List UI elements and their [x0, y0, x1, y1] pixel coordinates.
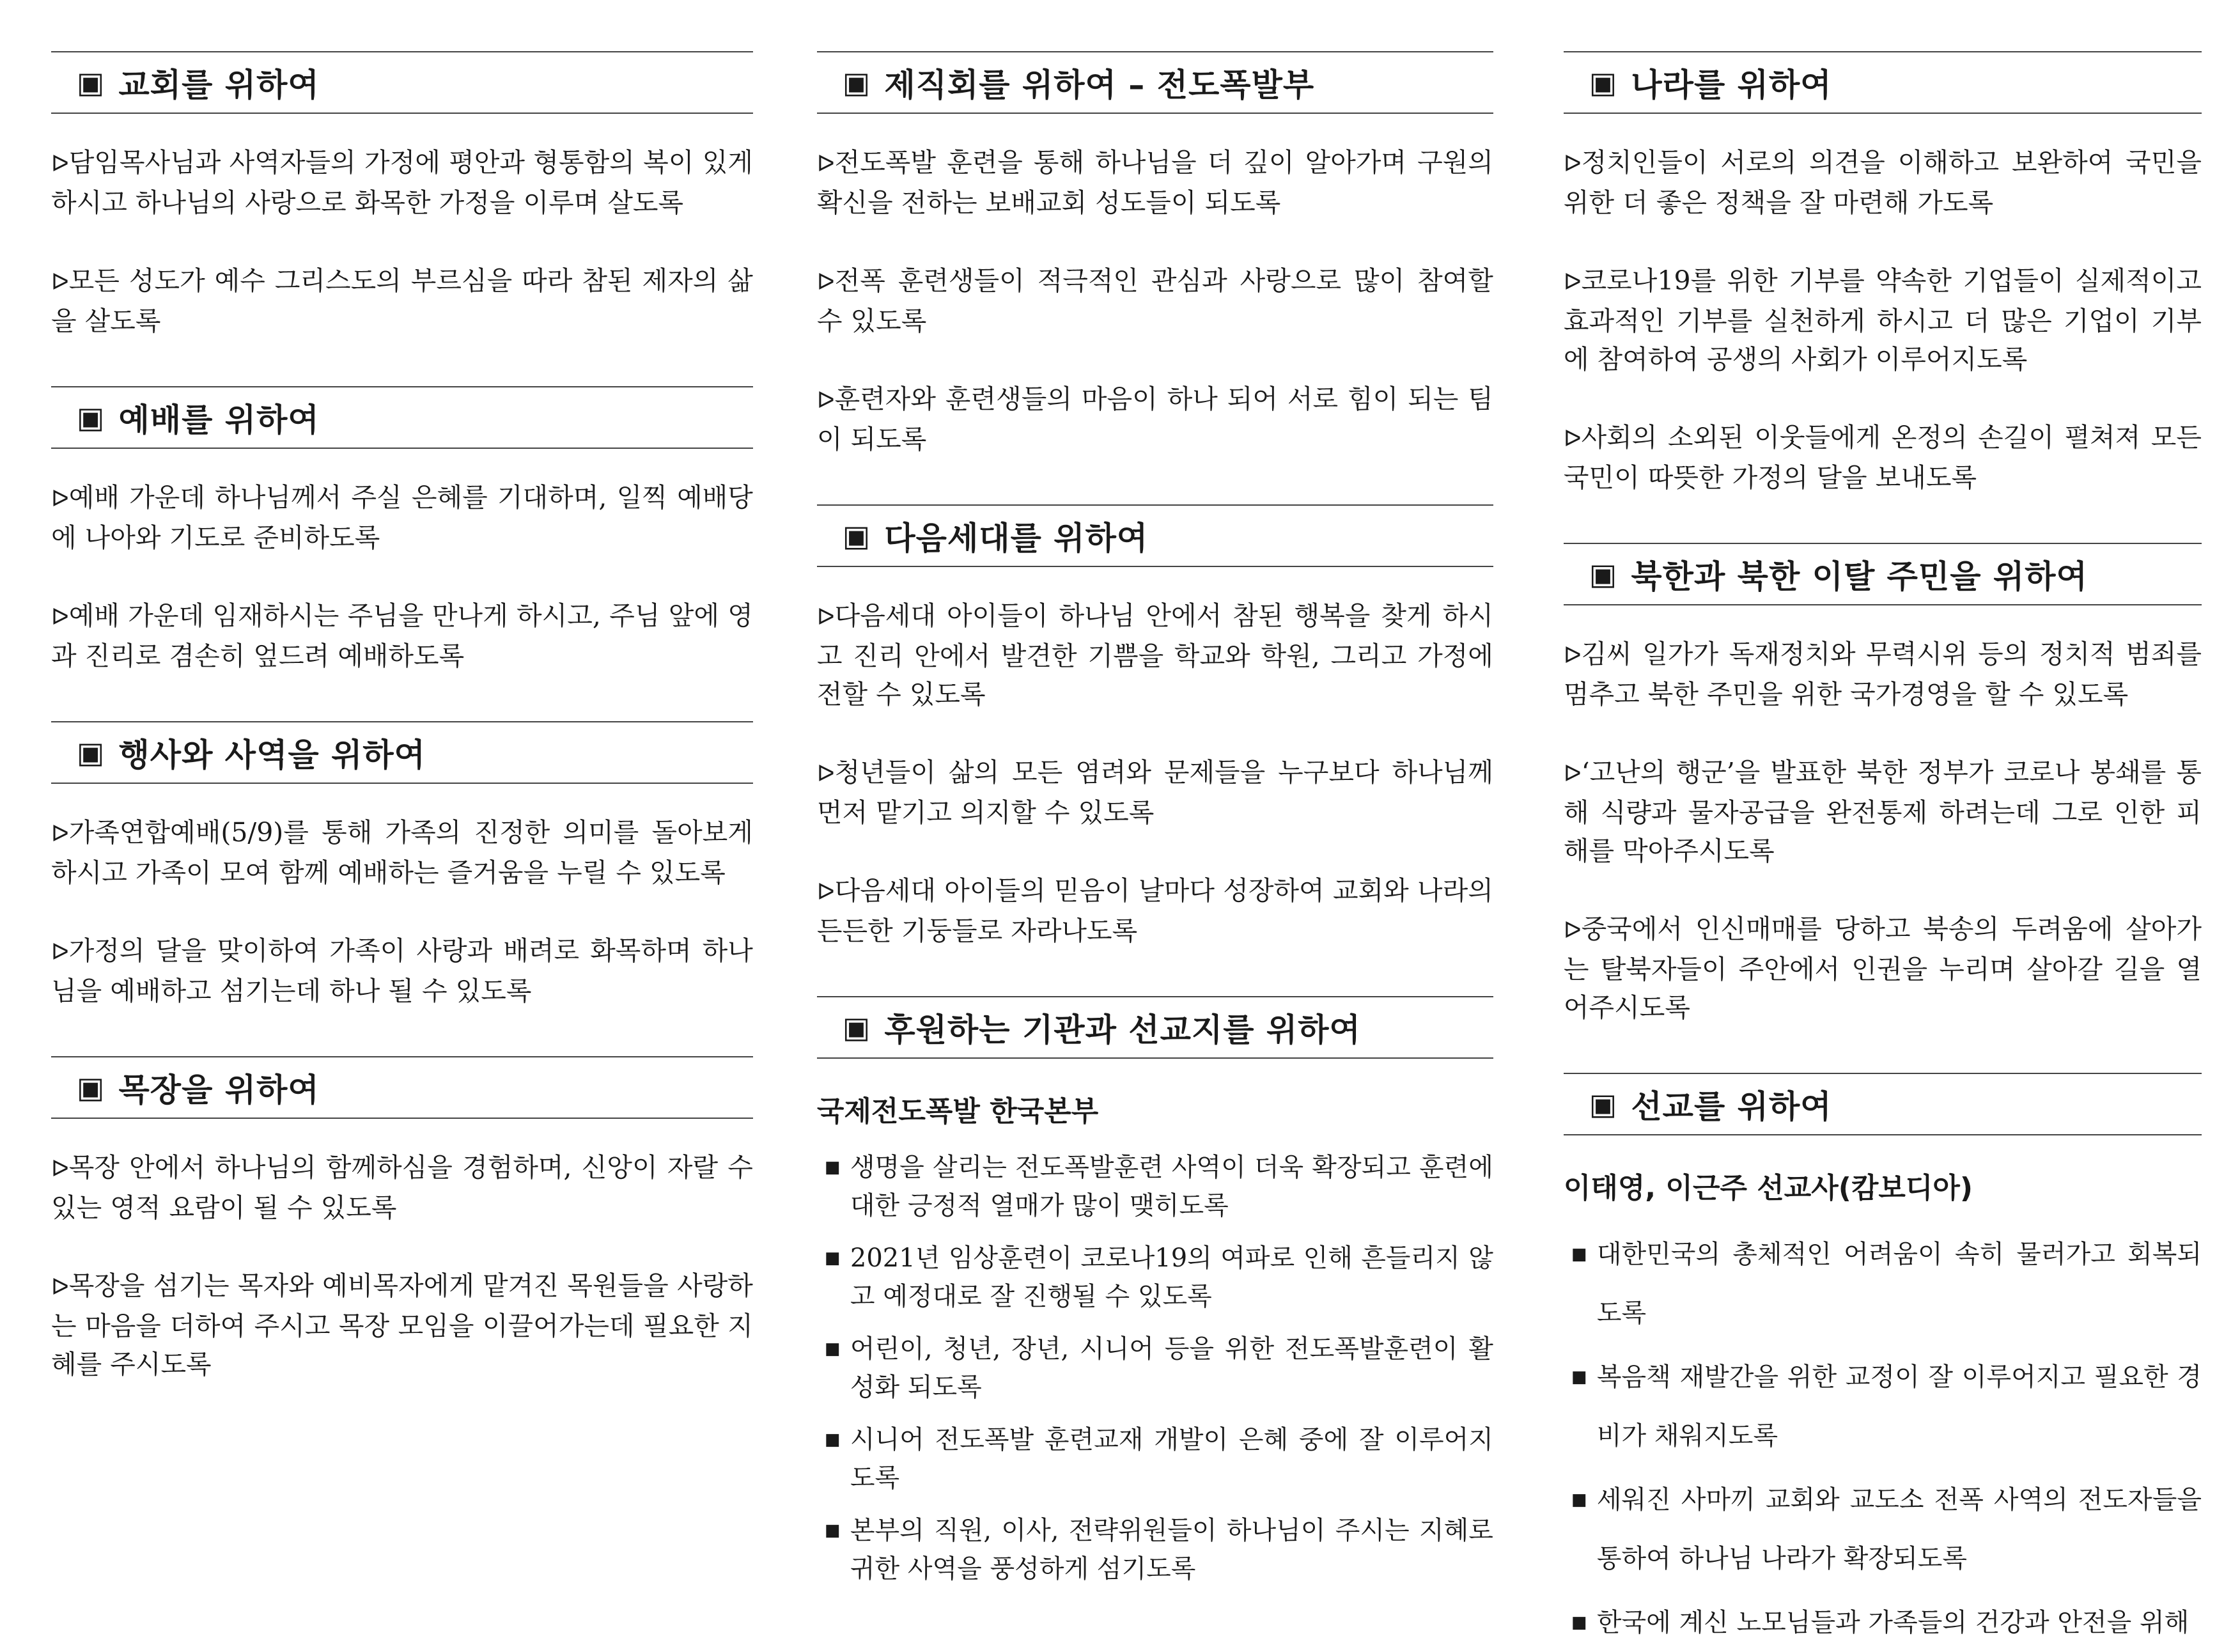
section-title: 행사와 사역을 위하여 [118, 736, 426, 774]
square-icon: ▣ [77, 1070, 105, 1105]
prayer-item: ᐅ중국에서 인신매매를 당하고 북송의 두려움에 살아가는 탈북자들이 주안에서 인권을 누리며 살아갈 길을 열어주시도록 [1563, 914, 2202, 1023]
column-2 [817, 51, 1493, 1585]
triangle-icon: ᐅ [51, 1274, 69, 1300]
prayer-item: ᐅ김씨 일가가 독재정치와 무력시위 등의 정치적 범죄를 멈추고 북한 주민을 위한 국가경영을 할 수 있도록 [1563, 639, 2202, 710]
prayer-item: ᐅ전폭 훈련생들이 적극적인 관심과 사랑으로 많이 참여할 수 있도록 [816, 265, 1493, 336]
prayer-item: ᐅ예배 가운데 임재하시는 주님을 만나게 하시고, 주님 앞에 영과 진리로 겸손히 엎드려 예배하도록 [51, 600, 753, 671]
prayer-item: ᐅ목장을 섬기는 목자와 예비목자에게 맡겨진 목원들을 사랑하는 마음을 더하여 주시고 목장 모임을 이끌어가는데 필요한 지혜를 주시도록 [51, 1270, 753, 1380]
square-icon: ▣ [77, 735, 105, 770]
section-events [51, 721, 753, 1010]
prayer-item: ᐅ다음세대 아이들이 하나님 안에서 참된 행복을 찾게 하시고 진리 안에서 발견한 기쁨을 학교와 학원, 그리고 가정에 전할 수 있도록 [816, 600, 1493, 710]
bullet-icon: ■ [824, 1339, 841, 1359]
bullet-list [817, 1148, 1493, 1588]
list-item: ■ 세워진 사마끼 교회와 교도소 전폭 사역의 전도자들을 통하여 하나님 나라가 확장되도록 [1564, 1470, 2202, 1588]
bullet-icon: ■ [1571, 1613, 1587, 1632]
section-north-korea [1564, 543, 2202, 1027]
section-header [51, 1056, 753, 1119]
organization-name: 국제전도폭발 한국본부 [816, 1095, 1099, 1128]
section-header [51, 51, 753, 114]
triangle-icon: ᐅ [51, 486, 69, 512]
column-1 [51, 51, 753, 1585]
section-title: 목장을 위하여 [118, 1071, 320, 1109]
bullet-icon: ■ [1571, 1245, 1587, 1264]
prayer-item: ᐅ사회의 소외된 이웃들에게 온정의 손길이 펼쳐져 모든 국민이 따뜻한 가정의 달을 보내도록 [1563, 422, 2202, 493]
triangle-icon: ᐅ [1563, 761, 1582, 787]
prayer-item: ᐅ담임목사님과 사역자들의 가정에 평안과 형통함의 복이 있게 하시고 하나님의 사랑으로 화목한 가정을 이루며 살도록 [51, 147, 753, 218]
prayer-item: ᐅ목장 안에서 하나님의 함께하심을 경험하며, 신앙이 자랄 수 있는 영적 요람이 될 수 있도록 [51, 1152, 753, 1223]
square-icon: ▣ [842, 65, 871, 100]
prayer-item: ᐅ다음세대 아이들의 믿음이 날마다 성장하여 교회와 나라의 든든한 기둥들로 자라나도록 [816, 875, 1493, 946]
triangle-icon: ᐅ [51, 604, 69, 630]
section-title: 제직회를 위하여 – 전도폭발부 [884, 66, 1315, 104]
section-title: 선교를 위하여 [1631, 1088, 1832, 1125]
bullet-list [1564, 1225, 2202, 1652]
prayer-item: ᐅ예배 가운데 하나님께서 주실 은혜를 기대하며, 일찍 예배당에 나아와 기도로 준비하도록 [51, 482, 753, 553]
bullet-icon: ■ [1571, 1490, 1587, 1509]
list-item: ■ 대한민국의 총체적인 어려움이 속히 물러가고 회복되도록 [1564, 1225, 2202, 1343]
triangle-icon: ᐅ [816, 269, 835, 295]
bullet-icon: ■ [824, 1249, 841, 1268]
section-evangelism [817, 51, 1493, 458]
prayer-item: ᐅ훈련자와 훈련생들의 마음이 하나 되어 서로 힘이 되는 팀이 되도록 [816, 384, 1493, 455]
bullet-icon: ■ [824, 1158, 841, 1177]
section-title: 다음세대를 위하여 [884, 520, 1149, 557]
list-item: ■ 어린이, 청년, 장년, 시니어 등을 위한 전도폭발훈련이 활성화 되도록 [817, 1330, 1493, 1407]
section-title: 북한과 북한 이탈 주민을 위하여 [1631, 558, 2088, 595]
bullet-icon: ■ [824, 1521, 841, 1540]
triangle-icon: ᐅ [816, 604, 835, 630]
missionary-name: 이태영, 이근주 선교사(캄보디아) [1563, 1172, 1973, 1204]
section-header [1564, 1073, 2202, 1135]
section-title: 후원하는 기관과 선교지를 위하여 [884, 1011, 1361, 1048]
list-item: ■ 본부의 직원, 이사, 전략위원들이 하나님이 주시는 지혜로 귀한 사역을 풍성하게 섬기도록 [817, 1511, 1493, 1588]
list-item: ■ 시니어 전도폭발 훈련교재 개발이 은혜 중에 잘 이루어지도록 [817, 1421, 1493, 1497]
list-item: ■ 2021년 임상훈련이 코로나19의 여파로 인해 흔들리지 않고 예정대로 잘 진행될 수 있도록 [817, 1239, 1493, 1316]
square-icon: ▣ [842, 518, 871, 553]
section-support [817, 996, 1493, 1588]
prayer-item: ᐅ가정의 달을 맞이하여 가족이 사랑과 배려로 화목하며 하나님을 예배하고 섬기는데 하나 될 수 있도록 [51, 935, 753, 1006]
bullet-icon: ■ [1571, 1368, 1587, 1387]
prayer-item: ᐅ코로나19를 위한 기부를 약속한 기업들이 실제적이고 효과적인 기부를 실천하게 하시고 더 많은 기업이 기부에 참여하여 공생의 사회가 이루어지도록 [1563, 265, 2202, 375]
triangle-icon: ᐅ [51, 151, 69, 177]
square-icon: ▣ [77, 400, 105, 435]
section-header [1564, 543, 2202, 605]
prayer-item: ᐅ청년들이 삶의 모든 염려와 문제들을 누구보다 하나님께 먼저 맡기고 의지할 수 있도록 [816, 757, 1493, 828]
section-header [51, 386, 753, 449]
section-nation [1564, 51, 2202, 497]
list-item: ■ 생명을 살리는 전도폭발훈련 사역이 더욱 확장되고 훈련에 대한 긍정적 열매가 많이 맺히도록 [817, 1148, 1493, 1225]
triangle-icon: ᐅ [816, 879, 835, 905]
triangle-icon: ᐅ [51, 269, 69, 295]
prayer-item: ᐅ모든 성도가 예수 그리스도의 부르심을 따라 참된 제자의 삶을 살도록 [51, 265, 753, 336]
bullet-icon: ■ [824, 1430, 841, 1449]
triangle-icon: ᐅ [51, 939, 69, 965]
square-icon: ▣ [1589, 1087, 1617, 1121]
list-item: ■ 한국에 계신 노모님들과 가족들의 건강과 안전을 위해 [1564, 1593, 2202, 1652]
triangle-icon: ᐅ [1563, 269, 1582, 295]
triangle-icon: ᐅ [1563, 643, 1582, 669]
square-icon: ▣ [77, 65, 105, 100]
triangle-icon: ᐅ [51, 821, 69, 847]
triangle-icon: ᐅ [1563, 917, 1582, 944]
section-header [817, 51, 1493, 114]
triangle-icon: ᐅ [816, 151, 835, 177]
section-title: 교회를 위하여 [118, 66, 320, 104]
section-worship [51, 386, 753, 675]
triangle-icon: ᐅ [1563, 151, 1582, 177]
section-church [51, 51, 753, 340]
section-mission [1564, 1073, 2202, 1652]
section-header [817, 504, 1493, 567]
triangle-icon: ᐅ [51, 1156, 69, 1182]
section-cell-group [51, 1056, 753, 1383]
section-header [51, 721, 753, 784]
prayer-item: ᐅ전도폭발 훈련을 통해 하나님을 더 깊이 알아가며 구원의 확신을 전하는 보배교회 성도들이 되도록 [816, 147, 1493, 218]
list-item: ■ 복음책 재발간을 위한 교정이 잘 이루어지고 필요한 경비가 채워지도록 [1564, 1348, 2202, 1465]
prayer-item: ᐅ‘고난의 행군’을 발표한 북한 정부가 코로나 봉쇄를 통해 식량과 물자공급을 완전통제 하려는데 그로 인한 피해를 막아주시도록 [1563, 757, 2202, 866]
section-title: 나라를 위하여 [1631, 66, 1832, 104]
column-3 [1563, 51, 2202, 1637]
square-icon: ▣ [1589, 557, 1617, 591]
square-icon: ▣ [842, 1010, 871, 1045]
section-next-generation [817, 504, 1493, 950]
section-header [1564, 51, 2202, 114]
prayer-item: ᐅ가족연합예배(5/9)를 통해 가족의 진정한 의미를 돌아보게 하시고 가족이 모여 함께 예배하는 즐거움을 누릴 수 있도록 [51, 817, 753, 888]
triangle-icon: ᐅ [816, 387, 835, 414]
triangle-icon: ᐅ [1563, 426, 1582, 452]
section-title: 예배를 위하여 [118, 401, 320, 439]
section-header [817, 996, 1493, 1059]
triangle-icon: ᐅ [816, 761, 835, 787]
prayer-item: ᐅ정치인들이 서로의 의견을 이해하고 보완하여 국민을 위한 더 좋은 정책을 잘 마련해 가도록 [1563, 147, 2202, 218]
square-icon: ▣ [1589, 65, 1617, 100]
